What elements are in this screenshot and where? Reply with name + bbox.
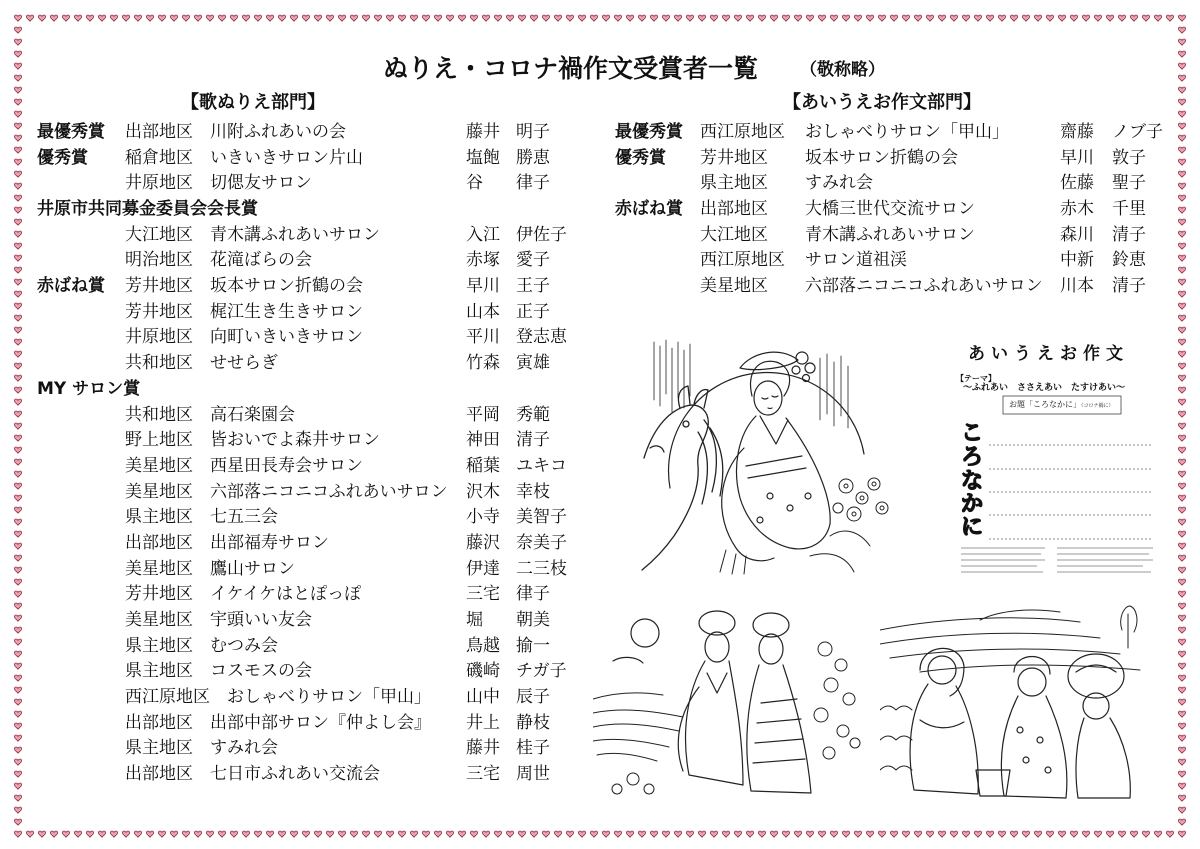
flower-cluster bbox=[612, 642, 860, 794]
honorific-note: （敬称略） bbox=[800, 60, 885, 80]
district-and-salon bbox=[125, 352, 278, 374]
essay-sheet-prompt bbox=[1009, 397, 1114, 414]
winner-surname: 齋藤 bbox=[1060, 122, 1094, 142]
winner-surname: 入江 bbox=[466, 224, 500, 245]
district-and-salon bbox=[125, 532, 329, 554]
winner-surname: 森川 bbox=[1060, 224, 1094, 245]
district-name: 出部地区 bbox=[700, 199, 768, 219]
winner-surname: 川本 bbox=[1060, 276, 1094, 297]
winner-given-name: 静枝 bbox=[516, 712, 550, 733]
essay-section-heading: 【あいうえお作文部門】 bbox=[783, 92, 981, 113]
essay-sheet-fine-print bbox=[961, 548, 1153, 572]
district-name: 芳井地区 bbox=[125, 584, 193, 605]
award-row bbox=[0, 301, 1200, 323]
district-name: 美星地区 bbox=[125, 558, 193, 579]
winner-given-name: 律子 bbox=[516, 173, 550, 194]
winner-given-name: 千里 bbox=[1112, 199, 1146, 219]
woman-figure-right bbox=[747, 613, 811, 793]
award-label: 最優秀賞 bbox=[37, 122, 105, 142]
salon-name: 切偲友サロン bbox=[210, 173, 312, 194]
district-name: 県主地区 bbox=[700, 173, 768, 194]
district-and-salon bbox=[125, 583, 361, 605]
district-name: 大江地区 bbox=[125, 224, 193, 245]
award-label: 最優秀賞 bbox=[615, 122, 683, 142]
district-name: 明治地区 bbox=[125, 250, 193, 271]
district-and-salon bbox=[125, 712, 431, 734]
coloring-illustration-woman-horse bbox=[640, 336, 898, 578]
salon-name: むつみ会 bbox=[210, 635, 278, 656]
winner-given-name: 律子 bbox=[516, 584, 550, 605]
tea-field-rows bbox=[880, 610, 1140, 770]
district-and-salon bbox=[125, 455, 363, 477]
winner-surname: 平岡 bbox=[466, 404, 500, 425]
woman-figure-right bbox=[1068, 654, 1130, 798]
district-and-salon bbox=[125, 660, 312, 682]
salon-name: 七日市ふれあい交流会 bbox=[210, 764, 380, 784]
winner-surname: 早川 bbox=[1060, 147, 1094, 168]
salon-name: 向町いきいきサロン bbox=[210, 327, 363, 348]
winner-given-name: 幸枝 bbox=[516, 481, 550, 502]
sun-outline bbox=[613, 619, 659, 663]
salon-name: サロン道祖渓 bbox=[805, 250, 907, 271]
district-name: 芳井地区 bbox=[125, 276, 193, 297]
district-name: 芳井地区 bbox=[125, 301, 193, 322]
district-name: 県主地区 bbox=[125, 738, 193, 759]
award-label: 井原市共同募金委員会会長賞 bbox=[37, 199, 258, 219]
winner-given-name: 美智子 bbox=[516, 507, 567, 528]
salon-name: すみれ会 bbox=[805, 173, 873, 194]
district-and-salon bbox=[125, 481, 448, 503]
district-and-salon bbox=[125, 301, 363, 323]
page-title: ぬりえ・コロナ禍作文受賞者一覧 bbox=[383, 54, 759, 83]
district-and-salon bbox=[125, 506, 278, 528]
winner-surname: 堀 bbox=[466, 609, 483, 630]
district-name: 出部地区 bbox=[125, 532, 193, 553]
district-name: 出部地区 bbox=[125, 122, 193, 142]
woman-figure bbox=[722, 352, 830, 561]
salon-name: 花滝ばらの会 bbox=[210, 250, 312, 271]
essay-sheet-theme-label: 【テーマ】 bbox=[956, 374, 996, 383]
winner-surname: 井上 bbox=[466, 712, 500, 733]
essay-sheet-letter: ろ bbox=[961, 445, 984, 470]
winner-given-name: チガ子 bbox=[516, 661, 567, 682]
salon-name: せせらぎ bbox=[210, 353, 278, 374]
essay-sheet-title: あいうえお作文 bbox=[968, 344, 1129, 364]
district-name: 県主地区 bbox=[125, 507, 193, 528]
salon-name: 宇頭いい友会 bbox=[210, 609, 312, 630]
winner-surname: 佐藤 bbox=[1060, 173, 1094, 194]
award-row bbox=[0, 172, 1200, 194]
district-and-salon bbox=[125, 609, 312, 631]
salon-name: おしゃべりサロン「甲山」 bbox=[227, 687, 431, 707]
essay-sheet-theme: ～ふれあい ささえあい たすけあい～ bbox=[963, 383, 1126, 393]
winner-given-name: 敦子 bbox=[1112, 147, 1146, 168]
winner-given-name: 登志恵 bbox=[516, 327, 567, 348]
district-name: 井原地区 bbox=[125, 173, 193, 194]
salon-name: 皆おいでよ森井サロン bbox=[210, 430, 380, 451]
salon-name: 梶江生き生きサロン bbox=[210, 301, 363, 322]
winner-given-name: 周世 bbox=[516, 764, 550, 784]
winner-surname: 中新 bbox=[1060, 250, 1094, 271]
winner-given-name: 寅雄 bbox=[516, 353, 550, 374]
winner-given-name: 清子 bbox=[1112, 276, 1146, 297]
district-name: 美星地区 bbox=[125, 455, 193, 476]
district-and-salon bbox=[125, 429, 380, 451]
salon-name: 七五三会 bbox=[210, 507, 278, 528]
winner-given-name: 愛子 bbox=[516, 250, 550, 271]
winner-surname: 沢木 bbox=[466, 481, 500, 502]
winner-surname: 三宅 bbox=[466, 584, 500, 605]
winner-surname: 山中 bbox=[466, 687, 500, 707]
essay-sheet-letter: こ bbox=[961, 421, 984, 446]
essay-sheet-prompt-note: （コロナ禍に） bbox=[1081, 403, 1114, 409]
winner-given-name: 王子 bbox=[516, 276, 550, 297]
district-and-salon bbox=[125, 686, 431, 708]
winner-given-name: 二三枝 bbox=[516, 558, 567, 579]
district-and-salon bbox=[125, 737, 278, 759]
district-name: 県主地区 bbox=[125, 661, 193, 682]
salon-name: 六部落ニコニコふれあいサロン bbox=[210, 481, 448, 502]
winner-surname: 稲葉 bbox=[466, 455, 500, 476]
winner-surname: 神田 bbox=[466, 430, 500, 451]
salon-name: 出部福寿サロン bbox=[210, 532, 329, 553]
woman-figure-left bbox=[910, 648, 978, 794]
winner-given-name: 清子 bbox=[1112, 224, 1146, 245]
winner-surname: 藤井 bbox=[466, 122, 500, 142]
winner-surname: 三宅 bbox=[466, 764, 500, 784]
salon-name: 坂本サロン折鶴の会 bbox=[805, 147, 958, 168]
salon-name: 六部落ニコニコふれあいサロン bbox=[805, 276, 1043, 297]
award-label: 赤ばね賞 bbox=[37, 276, 105, 297]
district-name: 大江地区 bbox=[700, 224, 768, 245]
award-row bbox=[0, 275, 1200, 297]
district-name: 美星地区 bbox=[700, 276, 768, 297]
salon-name: 青木講ふれあいサロン bbox=[210, 224, 380, 245]
winner-surname: 赤木 bbox=[1060, 199, 1094, 219]
district-name: 出部地区 bbox=[125, 712, 193, 733]
salon-name: コスモスの会 bbox=[210, 661, 312, 682]
winner-given-name: 清子 bbox=[516, 430, 550, 451]
winner-given-name: 聖子 bbox=[1112, 173, 1146, 194]
winner-surname: 小寺 bbox=[466, 507, 500, 528]
winner-surname: 竹森 bbox=[466, 353, 500, 374]
district-name: 出部地区 bbox=[125, 764, 193, 784]
winner-surname: 早川 bbox=[466, 276, 500, 297]
district-name: 美星地区 bbox=[125, 481, 193, 502]
district-name: 西江原地区 bbox=[700, 250, 785, 271]
woman-figure-left bbox=[678, 611, 743, 785]
district-and-salon bbox=[125, 635, 278, 657]
award-label: 優秀賞 bbox=[37, 147, 88, 168]
award-row bbox=[0, 249, 1200, 271]
winner-given-name: 明子 bbox=[516, 122, 550, 142]
coloring-illustration-two-women bbox=[593, 603, 873, 802]
award-row bbox=[0, 224, 1200, 246]
winner-surname: 磯崎 bbox=[466, 661, 500, 682]
salon-name: 高石楽園会 bbox=[210, 404, 295, 425]
salon-name: 坂本サロン折鶴の会 bbox=[210, 276, 363, 297]
award-row bbox=[0, 121, 1200, 143]
essay-sheet-letter: に bbox=[961, 515, 984, 540]
district-and-salon bbox=[125, 558, 295, 580]
winner-given-name: 伊佐子 bbox=[516, 224, 567, 245]
winner-given-name: 鈴恵 bbox=[1112, 250, 1146, 271]
salon-name: 西星田長寿会サロン bbox=[210, 455, 363, 476]
district-name: 稲倉地区 bbox=[125, 147, 193, 168]
essay-sheet-illustration bbox=[953, 338, 1173, 584]
district-and-salon bbox=[125, 326, 363, 348]
award-label: MY サロン賞 bbox=[37, 378, 141, 399]
coloring-section-heading: 【歌ぬりえ部門】 bbox=[181, 92, 325, 113]
salon-name: いきいきサロン片山 bbox=[210, 147, 363, 168]
essay-sheet-letter: か bbox=[961, 492, 984, 517]
award-row bbox=[0, 198, 1200, 220]
district-name: 西江原地区 bbox=[700, 122, 785, 142]
winner-given-name: 朝美 bbox=[516, 609, 550, 630]
essay-sheet-letter: な bbox=[961, 469, 984, 494]
winner-surname: 山本 bbox=[466, 301, 500, 322]
coloring-illustration-tea-field bbox=[880, 600, 1170, 802]
winner-given-name: 揄一 bbox=[516, 635, 550, 656]
district-name: 共和地区 bbox=[125, 353, 193, 374]
winner-given-name: ノブ子 bbox=[1112, 122, 1163, 142]
winner-surname: 藤沢 bbox=[466, 532, 500, 553]
salon-name: 川附ふれあいの会 bbox=[210, 122, 346, 142]
winner-surname: 伊達 bbox=[466, 558, 500, 579]
salon-name: 大橋三世代交流サロン bbox=[805, 199, 975, 219]
winner-given-name: ユキコ bbox=[516, 455, 567, 476]
winner-given-name: 秀範 bbox=[516, 404, 550, 425]
district-name: 芳井地区 bbox=[700, 147, 768, 168]
district-name: 野上地区 bbox=[125, 430, 193, 451]
river-lines bbox=[593, 693, 683, 761]
heart-border-top bbox=[12, 12, 1188, 24]
district-name: 共和地区 bbox=[125, 404, 193, 425]
heart-border-bottom bbox=[12, 828, 1188, 840]
salon-name: 青木講ふれあいサロン bbox=[805, 224, 975, 245]
salon-name: 出部中部サロン『仲よし会』 bbox=[210, 712, 431, 733]
salon-name: 鷹山サロン bbox=[210, 558, 295, 579]
award-label: 優秀賞 bbox=[615, 147, 666, 168]
flower-cluster bbox=[720, 478, 888, 574]
award-row bbox=[0, 147, 1200, 169]
winner-surname: 鳥越 bbox=[466, 635, 500, 656]
woman-figure-center bbox=[976, 657, 1067, 799]
salon-name: イケイケはとぽっぽ bbox=[210, 584, 362, 605]
district-and-salon bbox=[125, 404, 295, 426]
winner-surname: 平川 bbox=[466, 327, 500, 348]
district-name: 井原地区 bbox=[125, 327, 193, 348]
essay-sheet-prompt-text: お題「ころなかに」 bbox=[1009, 400, 1081, 409]
winner-given-name: 辰子 bbox=[516, 687, 550, 707]
salon-name: すみれ会 bbox=[210, 738, 278, 759]
winner-given-name: 奈美子 bbox=[516, 532, 567, 553]
district-name: 県主地区 bbox=[125, 635, 193, 656]
district-name: 美星地区 bbox=[125, 609, 193, 630]
winner-surname: 谷 bbox=[466, 173, 483, 194]
tree-outline bbox=[1121, 606, 1137, 648]
horse-outline bbox=[642, 386, 723, 570]
winner-given-name: 正子 bbox=[516, 301, 550, 322]
district-name: 西江原地区 bbox=[125, 687, 210, 707]
winner-surname: 塩飽 bbox=[466, 147, 500, 168]
winner-surname: 藤井 bbox=[466, 738, 500, 759]
winner-surname: 赤塚 bbox=[466, 250, 500, 271]
winner-given-name: 桂子 bbox=[516, 738, 550, 759]
winner-given-name: 勝恵 bbox=[516, 147, 550, 168]
essay-sheet-ruled-lines bbox=[989, 445, 1153, 539]
award-label: 赤ばね賞 bbox=[615, 199, 683, 219]
salon-name: おしゃべりサロン「甲山」 bbox=[805, 122, 1009, 142]
district-and-salon bbox=[125, 763, 380, 785]
